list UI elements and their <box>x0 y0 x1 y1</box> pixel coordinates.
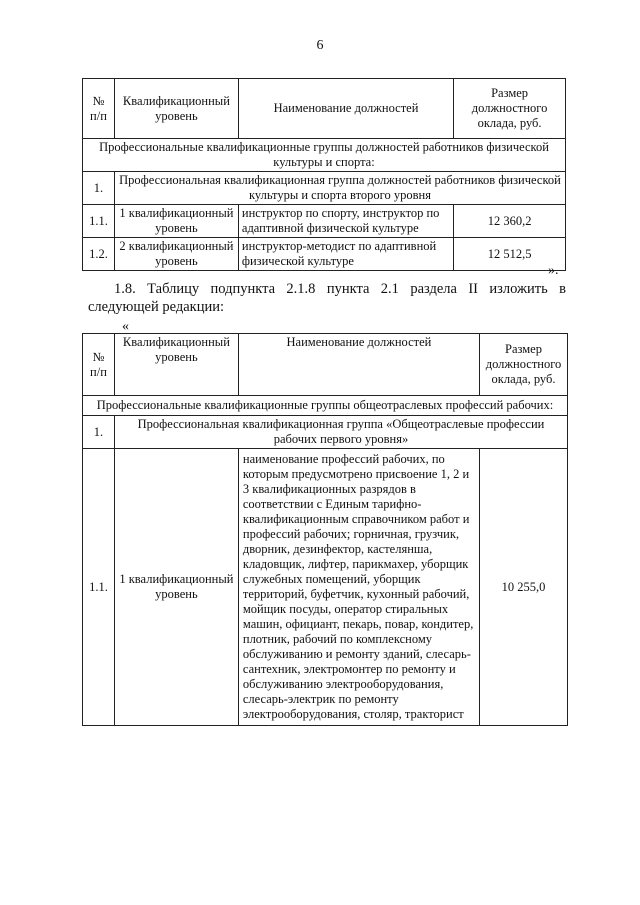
group-title: Профессиональные квалификационные группы должностей работников физической культуры и спорта: <box>83 139 566 172</box>
header-salary: Размер должностного оклада, руб. <box>480 334 568 396</box>
subgroup-num: 1. <box>83 416 115 449</box>
salary-table-sports <box>82 78 566 271</box>
row-position: инструктор по спорту, инструктор по адаптивной физической культуре <box>238 205 453 238</box>
salary-table-workers <box>82 333 568 726</box>
amendment-text: 1.8. Таблицу подпункта 2.1.8 пункта 2.1 раздела II изложить в следующей редакции: <box>88 281 566 315</box>
header-num: № п/п <box>83 334 115 396</box>
subgroup-title: Профессиональная квалификационная группа должностей работников физической культуры и спорта второго уровня <box>114 172 565 205</box>
row-salary: 12 360,2 <box>454 205 566 238</box>
table-row <box>83 449 568 726</box>
row-level: 2 квалификационный уровень <box>114 238 238 271</box>
header-level: Квалификационный уровень <box>114 334 238 396</box>
row-level: 1 квалификационный уровень <box>114 205 238 238</box>
row-num: 1.1. <box>83 449 115 726</box>
row-num: 1.1. <box>83 205 115 238</box>
amendment-paragraph <box>88 280 566 316</box>
header-position: Наименование должностей <box>238 334 479 396</box>
header-num: № п/п <box>83 79 115 139</box>
row-position: инструктор-методист по адаптивной физической культуре <box>238 238 453 271</box>
row-position: наименование профессий рабочих, по которым предусмотрено присвоение 1, 2 и 3 квалификационных разрядов в соответствии с Единым тарифно-квалификационным справочником работ и профессий рабочих; горничная, грузчик, дворник, дезинфектор, кастелянша, кладовщик, лифтер, парикмахер, уборщик служебных помещений, уборщик территорий, буфетчик, кухонный рабочий, мойщик посуды, оператор стиральных машин, официант, пекарь, повар, кондитер, плотник, рабочий по комплексному обслуживанию и ремонту зданий, слесарь-сантехник, электромонтер по ремонту и обслуживанию электрооборудования, слесарь-электрик по ремонту электрооборудования, столяр, тракторист <box>238 449 479 726</box>
row-salary: 12 512,5 <box>454 238 566 271</box>
row-num: 1.2. <box>83 238 115 271</box>
closing-quote: ». <box>548 263 559 278</box>
subgroup-title: Профессиональная квалификационная группа «Общеотраслевые профессии рабочих первого уровня» <box>114 416 567 449</box>
group-title: Профессиональные квалификационные группы общеотраслевых профессий рабочих: <box>83 396 568 416</box>
header-salary: Размер должностного оклада, руб. <box>454 79 566 139</box>
header-position: Наименование должностей <box>238 79 453 139</box>
header-level: Квалификационный уровень <box>114 79 238 139</box>
opening-quote: « <box>122 319 129 334</box>
table-row <box>83 238 566 271</box>
page-number: 6 <box>316 38 324 53</box>
row-salary: 10 255,0 <box>480 449 568 726</box>
table-row <box>83 205 566 238</box>
subgroup-num: 1. <box>83 172 115 205</box>
row-level: 1 квалификационный уровень <box>114 449 238 726</box>
